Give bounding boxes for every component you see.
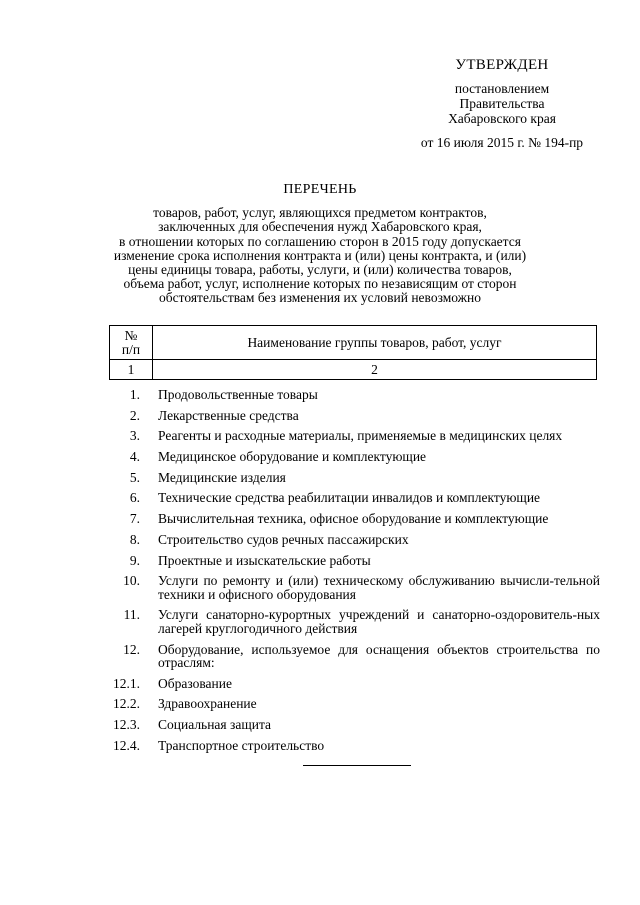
number-column-header xyxy=(110,326,153,360)
name-column-header: Наименование группы товаров, работ, услуг xyxy=(153,326,597,360)
list-item-text: Услуги санаторно-курортных учреждений и санаторно-оздоровитель-ных лагерей круглогодичного действия xyxy=(158,607,600,636)
table-header-row xyxy=(110,326,597,360)
title-line: цены единицы товара, работы, услуги, и (или) количества товаров, xyxy=(128,262,512,278)
list-item-text: Проектные и изыскательские работы xyxy=(158,552,371,568)
list-item xyxy=(100,718,600,732)
list-item-number: 6. xyxy=(129,490,140,506)
list-item xyxy=(100,533,600,547)
approval-line: Хабаровского края xyxy=(448,111,556,126)
title-line: заключенных для обеспечения нужд Хабаровского края, xyxy=(158,219,482,235)
title-line: объема работ, услуг, исполнение которых по независящим от сторон xyxy=(123,276,517,292)
number-header-abbr: п/п xyxy=(121,341,141,357)
list-item-text: Оборудование, используемое для оснащения объектов строительства по отраслям: xyxy=(158,641,600,671)
approval-line: постановлением xyxy=(454,81,550,96)
table-index-row xyxy=(110,360,597,380)
list-item-text: Образование xyxy=(158,675,232,691)
list-item-number: 11. xyxy=(123,607,140,623)
list-item-text: Медицинское оборудование и комплектующие xyxy=(158,449,427,465)
list-item-text: Строительство судов речных пассажирских xyxy=(158,531,409,547)
column-index-1: 1 xyxy=(110,360,153,380)
list-item-text: Лекарственные средства xyxy=(158,407,299,423)
approval-line: Правительства xyxy=(459,96,545,111)
list-item xyxy=(100,512,600,526)
list-item xyxy=(100,739,600,753)
list-item xyxy=(100,388,600,402)
goods-list xyxy=(100,388,600,760)
list-item xyxy=(100,608,600,635)
list-item-number: 12. xyxy=(123,641,140,657)
list-item-number: 12.4. xyxy=(113,737,140,753)
list-item-text: Технические средства реабилитации инвалидов и комплектующие xyxy=(158,490,541,506)
list-item xyxy=(100,491,600,505)
list-item xyxy=(100,409,600,423)
list-item-number: 7. xyxy=(129,511,140,527)
list-item-number: 4. xyxy=(129,449,140,465)
list-item-number: 2. xyxy=(129,407,140,423)
list-item-text: Медицинские изделия xyxy=(158,469,286,485)
list-item-text: Реагенты и расходные материалы, применяемые в медицинских целях xyxy=(158,428,563,444)
approval-heading: УТВЕРЖДЕН xyxy=(455,57,549,73)
list-item-number: 12.2. xyxy=(113,696,140,712)
list-header-table xyxy=(109,325,597,380)
document-title: ПЕРЕЧЕНЬ xyxy=(283,182,357,197)
list-item xyxy=(100,429,600,443)
title-line: товаров, работ, услуг, являющихся предметом контрактов, xyxy=(153,205,487,221)
title-line: изменение срока исполнения контракта и (или) цены контракта, и (или) xyxy=(113,247,527,263)
list-item-number: 1. xyxy=(129,387,140,402)
list-item-text: Здравоохранение xyxy=(158,696,257,712)
list-item-number: 12.3. xyxy=(113,717,140,733)
list-item-text: Транспортное строительство xyxy=(158,737,325,753)
end-divider xyxy=(303,765,411,766)
approval-date: от 16 июля 2015 г. № 194-пр xyxy=(420,135,584,150)
document-title-block xyxy=(80,183,560,306)
list-item xyxy=(100,574,600,601)
number-header-symbol: № xyxy=(124,327,138,343)
list-item-number: 5. xyxy=(129,469,140,485)
list-item-text: Вычислительная техника, офисное оборудование и комплектующие xyxy=(158,511,549,527)
list-item xyxy=(100,471,600,485)
list-item-number: 3. xyxy=(129,428,140,444)
column-index-2: 2 xyxy=(153,360,597,380)
list-item-number: 10. xyxy=(123,573,140,589)
title-line: в отношении которых по соглашению сторон в 2015 году допускается xyxy=(119,233,521,249)
approval-block xyxy=(392,58,612,150)
list-item xyxy=(100,554,600,568)
title-line: обстоятельствам без изменения их условий невозможно xyxy=(159,290,481,306)
list-item-number: 8. xyxy=(129,531,140,547)
list-item-text: Продовольственные товары xyxy=(158,387,318,402)
list-item-number: 12.1. xyxy=(113,675,140,691)
list-item-number: 9. xyxy=(129,552,140,568)
list-item-text: Социальная защита xyxy=(158,717,272,733)
list-item-text: Услуги по ремонту и (или) техническому обслуживанию вычисли-тельной техники и офисного оборудования xyxy=(158,573,600,602)
list-item xyxy=(100,450,600,464)
list-item xyxy=(100,643,600,670)
list-item xyxy=(100,697,600,711)
list-item xyxy=(100,677,600,691)
